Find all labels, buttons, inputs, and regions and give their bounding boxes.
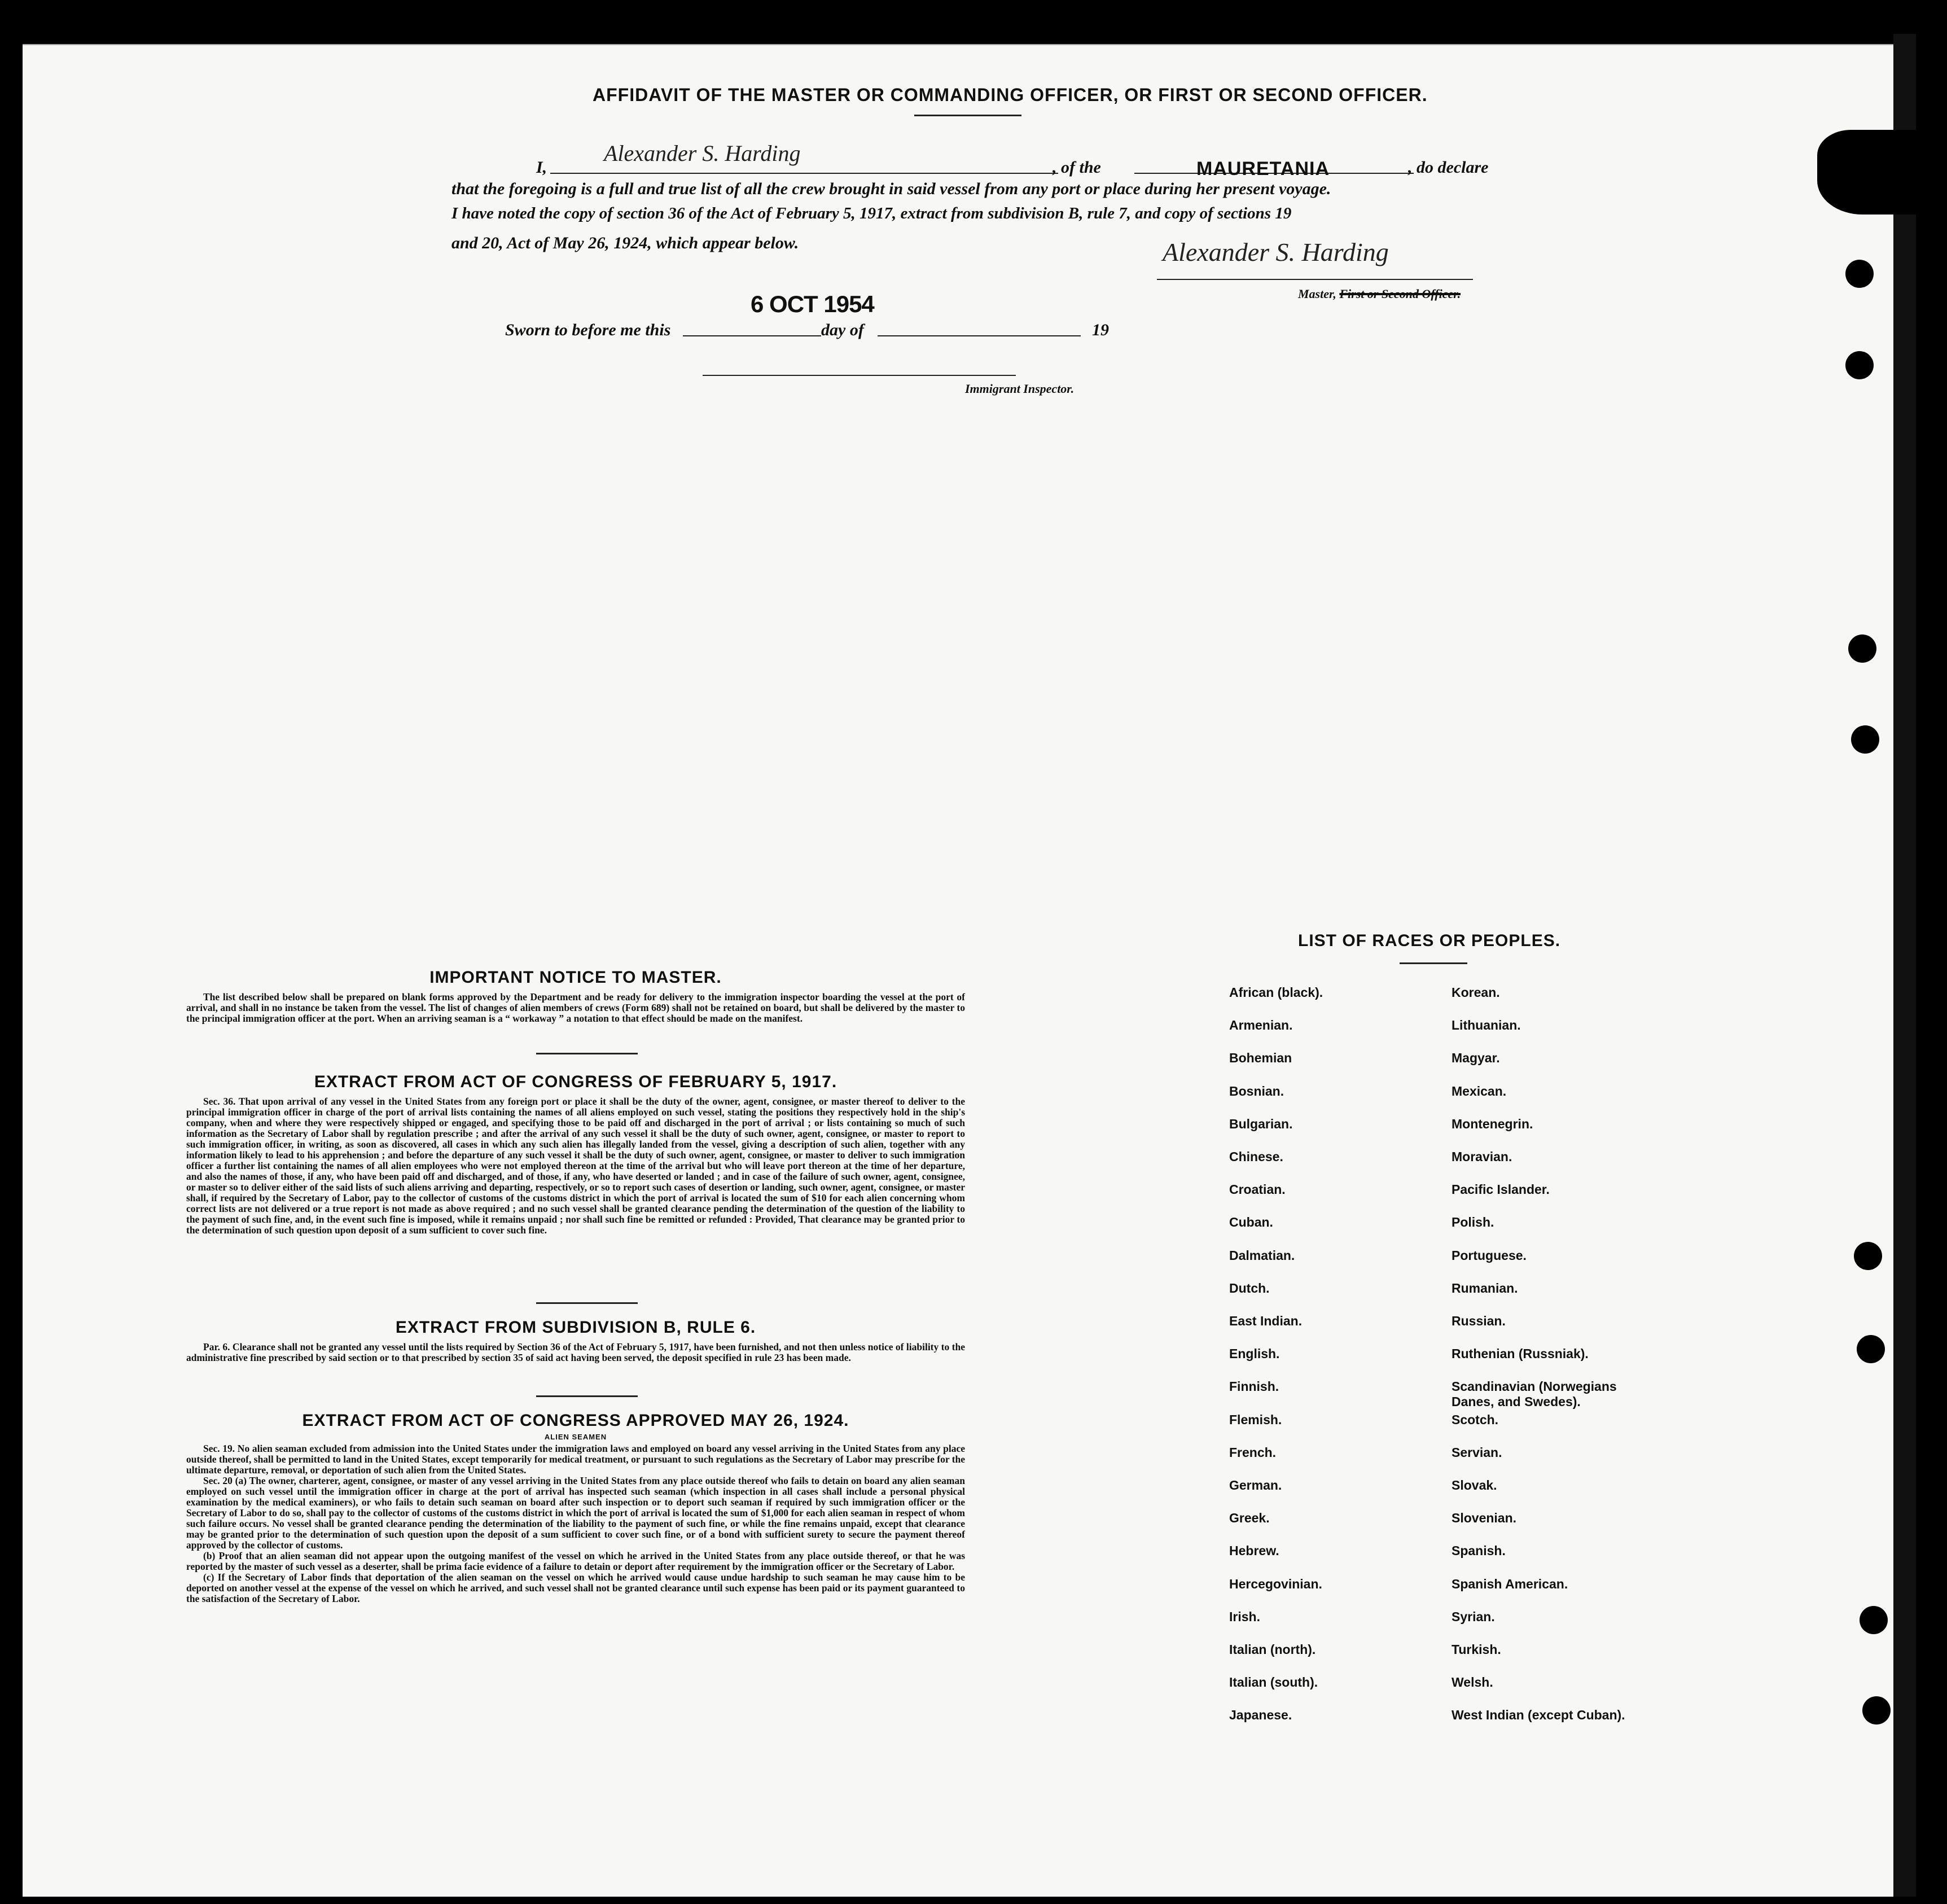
section-20a-text: Sec. 20 (a) The owner, charterer, agent, consignee, or master of any vessel arriving in the United States from any place outside thereof who fails to detain on board any alien seaman employed on such vessel until the immigration officer in charge at the port of arrival has inspected such seaman (which inspection in all cases shall include a personal physical examination by the medical examiners), or who fails to detain such seaman on board after such inspection or to deport such seaman if required by such immigration officer or the Secretary of Labor to do so, shall pay to the collector of customs of the customs district in which the port of arrival is located the sum of $1,000 for each alien seaman in respect of whom such failure occurs. No vessel shall be granted clearance pending the determination of the liability to the payment of such fine, or while the fine remains unpaid, except that clearance may be granted prior to the determination of such question upon the deposit of a sum sufficient to cover such fine, or of a bond with sufficient surety to secure the payment thereof approved by the collector of customs. <box>186 1475 965 1551</box>
section-divider <box>536 1302 638 1304</box>
race-item: Hercegovinian. <box>1229 1576 1322 1591</box>
inline-signature: Alexander S. Harding <box>604 141 801 166</box>
races-title: LIST OF RACES OR PEOPLES. <box>1298 931 1561 950</box>
race-item: Italian (south). <box>1229 1675 1318 1690</box>
race-item: Chinese. <box>1229 1149 1283 1164</box>
master-title: Master, <box>1298 287 1340 301</box>
races-title-underline <box>1400 962 1467 964</box>
race-item: Spanish American. <box>1452 1576 1568 1591</box>
race-item: Dutch. <box>1229 1280 1270 1295</box>
section-20c-text: (c) If the Secretary of Labor finds that deportation of the alien seaman on the vessel on which he arrived would cause undue hardship to such seaman he may cause him to be deported on another vessel at the expense of the vessel on which he arrived, and such vessel shall not be granted clearance until such expense has been paid or its payment guaranteed to the satisfaction of the Secretary of Labor. <box>186 1572 965 1604</box>
extract-1917-title: EXTRACT FROM ACT OF CONGRESS OF FEBRUARY 5, 1917. <box>314 1073 837 1091</box>
punch-hole <box>1860 1606 1888 1634</box>
inspector-label: Immigrant Inspector. <box>965 382 1075 396</box>
date-stamp: 6 OCT 1954 <box>751 291 874 317</box>
race-item: Syrian. <box>1452 1609 1495 1624</box>
race-item: Ruthenian (Russniak). <box>1452 1346 1589 1362</box>
race-item: Portuguese. <box>1452 1248 1527 1263</box>
rule-6-title: EXTRACT FROM SUBDIVISION B, RULE 6. <box>395 1318 756 1337</box>
extract-1924-title: EXTRACT FROM ACT OF CONGRESS APPROVED MAY 26, 1924. <box>302 1411 849 1430</box>
race-item: English. <box>1229 1346 1280 1362</box>
race-item: Montenegrin. <box>1452 1116 1533 1131</box>
race-item: Japanese. <box>1229 1708 1292 1723</box>
punch-hole <box>1857 1335 1885 1363</box>
race-item: Rumanian. <box>1452 1280 1518 1295</box>
punch-hole <box>1848 634 1876 663</box>
race-item: Flemish. <box>1229 1412 1282 1427</box>
vessel-name: MAURETANIA <box>1196 158 1330 180</box>
affidavit-line-2: that the foregoing is a full and true list of all the crew brought in said vessel from any port or place during her present voyage. <box>451 180 1331 198</box>
race-item: Scotch. <box>1452 1412 1499 1427</box>
master-signature: Alexander S. Harding <box>1163 238 1389 266</box>
day-of-label: day of <box>821 321 864 339</box>
race-item: Russian. <box>1452 1314 1506 1328</box>
race-item: Moravian. <box>1452 1149 1512 1164</box>
of-the-label: , of the <box>1053 158 1101 177</box>
race-item: East Indian. <box>1229 1314 1303 1328</box>
race-item: Croatian. <box>1229 1182 1286 1197</box>
struck-officer-title: First or Second Officer. <box>1339 287 1461 301</box>
sworn-day-line <box>683 335 821 336</box>
race-item: West Indian (except Cuban). <box>1452 1708 1625 1723</box>
section-divider <box>536 1395 638 1397</box>
race-item: Scandinavian (Norwegians Danes, and Swedes). <box>1452 1379 1617 1410</box>
race-item: Finnish. <box>1229 1379 1279 1394</box>
affidavit-line-3: I have noted the copy of section 36 of the Act of February 5, 1917, extract from subdivision B, rule 7, and copy of sections 19 <box>451 204 1292 222</box>
affidavit-line-4: and 20, Act of May 26, 1924, which appear below. <box>451 234 799 252</box>
inspector-signature-line <box>703 375 1016 376</box>
name-line <box>550 173 1058 174</box>
section-19-text: Sec. 19. No alien seaman excluded from admission into the United States under the immigration laws and employed on board any vessel arriving in the United States from any place outside thereof, shall be permitted to land in the United States, except temporarily for medical treatment, or pursuant to such regulations as the Secretary of Labor may prescribe for the ultimate departure, removal, or deportation of such alien from the United States. <box>186 1443 965 1476</box>
race-item: Turkish. <box>1452 1642 1501 1657</box>
affidavit-i: I, <box>536 158 547 177</box>
extract-1917-text: Sec. 36. That upon arrival of any vessel in the United States from any foreign port or place it shall be the duty of the owner, agent, consignee, or master thereof to deliver to the principal immigration officer in charge of the port of arrival lists containing the names of all aliens employed on such vessel, stating the positions they respectively hold in the ship's company, when and where they were respectively shipped or engaged, and specifying those to be paid off and discharged in the port of arrival ; or lists containing so much of such information as the Secretary of Labor shall by regulation prescribe ; and after the arrival of any such vessel it shall be the duty of such owner, agent, consignee, or master to report to such immigration officer, in writing, as soon as discovered, all cases in which any such alien has illegally landed from the vessel, giving a description of such alien, together with any information likely to lead to his apprehension ; and before the departure of any such vessel it shall be the duty of such owner, agent, consignee, or master to deliver to such immigration officer a further list containing the names of all alien employees who were not employed thereon at the time of the arrival but who will leave port thereon at the time of her departure, and also the names of those, if any, who have been paid off and discharged, and of those, if any, who have deserted or landed ; and in case of the failure of such owner, agent, consignee, or master so to deliver either of the said lists of such aliens arriving and departing, respectively, or so to report such cases of desertion or landing, such owner, agent, consignee, or master shall, if required by the Secretary of Labor, pay to the collector of customs of the customs district in which the port of arrival is located the sum of $10 for each alien concerning whom correct lists are not delivered or a true report is not made as above required ; and no such vessel shall be granted clearance pending the determination of the question of the liability to the payment of such fine, and, in the event such fine is imposed, while it remains unpaid ; nor shall such fine be remitted or refunded : Provided, That clearance may be granted prior to the determination of such question upon deposit of a sum sufficient to cover such fine. <box>186 1096 965 1236</box>
race-item: Greek. <box>1229 1511 1270 1526</box>
race-item: Welsh. <box>1452 1675 1493 1690</box>
race-item: Lithuanian. <box>1452 1018 1521 1033</box>
race-item: Armenian. <box>1229 1018 1293 1033</box>
race-item: Irish. <box>1229 1609 1260 1624</box>
notice-title: IMPORTANT NOTICE TO MASTER. <box>429 968 722 987</box>
race-item: Servian. <box>1452 1445 1502 1460</box>
declare-label: , do declare <box>1408 158 1489 177</box>
punch-hole <box>1845 351 1874 379</box>
punch-hole <box>1851 725 1879 754</box>
race-item: Pacific Islander. <box>1452 1182 1550 1197</box>
race-item: German. <box>1229 1478 1282 1492</box>
extract-1917-section <box>186 1073 965 1236</box>
race-item: African (black). <box>1229 985 1323 1000</box>
notice-section <box>186 968 965 1024</box>
page-edge <box>1893 34 1916 1897</box>
sworn-month-line <box>878 335 1081 336</box>
race-item: French. <box>1229 1445 1277 1460</box>
race-item: Korean. <box>1452 985 1500 1000</box>
race-item: Magyar. <box>1452 1051 1500 1066</box>
master-label <box>1298 287 1461 301</box>
race-item: Bosnian. <box>1229 1083 1284 1098</box>
punch-hole <box>1854 1242 1882 1270</box>
extract-1924-section <box>186 1411 965 1604</box>
rule-6-section <box>186 1318 965 1363</box>
year-label: 19 <box>1092 321 1109 339</box>
race-item: Dalmatian. <box>1229 1248 1295 1263</box>
torn-corner <box>1817 130 1930 215</box>
affidavit-title: AFFIDAVIT OF THE MASTER OR COMMANDING OFFICER, OR FIRST OR SECOND OFFICER. <box>593 85 1428 105</box>
race-item: Polish. <box>1452 1215 1494 1230</box>
section-20b-text: (b) Proof that an alien seaman did not appear upon the outgoing manifest of the vessel on which he arrived in the United States from any place outside thereof, or that he was reported by the master of such vessel as a deserter, shall be prima facie evidence of a failure to detain or deport after requirement by the immigration officer or the Secretary of Labor. <box>186 1550 965 1572</box>
race-item: Cuban. <box>1229 1215 1273 1230</box>
race-item: Slovenian. <box>1452 1511 1517 1526</box>
sworn-label: Sworn to before me this <box>505 321 671 339</box>
signature-line <box>1157 279 1473 280</box>
race-item: Italian (north). <box>1229 1642 1316 1657</box>
punch-hole <box>1862 1696 1891 1724</box>
rule-6-text: Par. 6. Clearance shall not be granted any vessel until the lists required by Section 36 of the Act of February 5, 1917, have been furnished, and not then unless notice of liability to the administrative fine prescribed by said section or to that prescribed by section 35 of said act having been served, the deposit specified in rule 23 has been made. <box>186 1341 965 1363</box>
race-item: Bulgarian. <box>1229 1116 1293 1131</box>
race-item: Spanish. <box>1452 1543 1506 1559</box>
notice-text: The list described below shall be prepared on blank forms approved by the Department and be ready for delivery to the immigration inspector boarding the vessel at the port of arrival, and shall in no instance be taken from the vessel. The list of changes of alien members of crews (Form 689) shall not be retained on board, but shall be delivered by the master to the principal immigration officer at the port. When an arriving seaman is a “ workaway ” a notation to that effect should be made on the manifest. <box>186 991 965 1024</box>
punch-hole <box>1845 260 1874 288</box>
race-item: Hebrew. <box>1229 1543 1279 1559</box>
race-item: Bohemian <box>1229 1051 1292 1066</box>
race-item: Slovak. <box>1452 1478 1497 1492</box>
race-item: Mexican. <box>1452 1083 1507 1098</box>
section-divider <box>536 1053 638 1054</box>
alien-seamen-subtitle: ALIEN SEAMEN <box>544 1433 607 1441</box>
title-underline <box>914 115 1021 116</box>
